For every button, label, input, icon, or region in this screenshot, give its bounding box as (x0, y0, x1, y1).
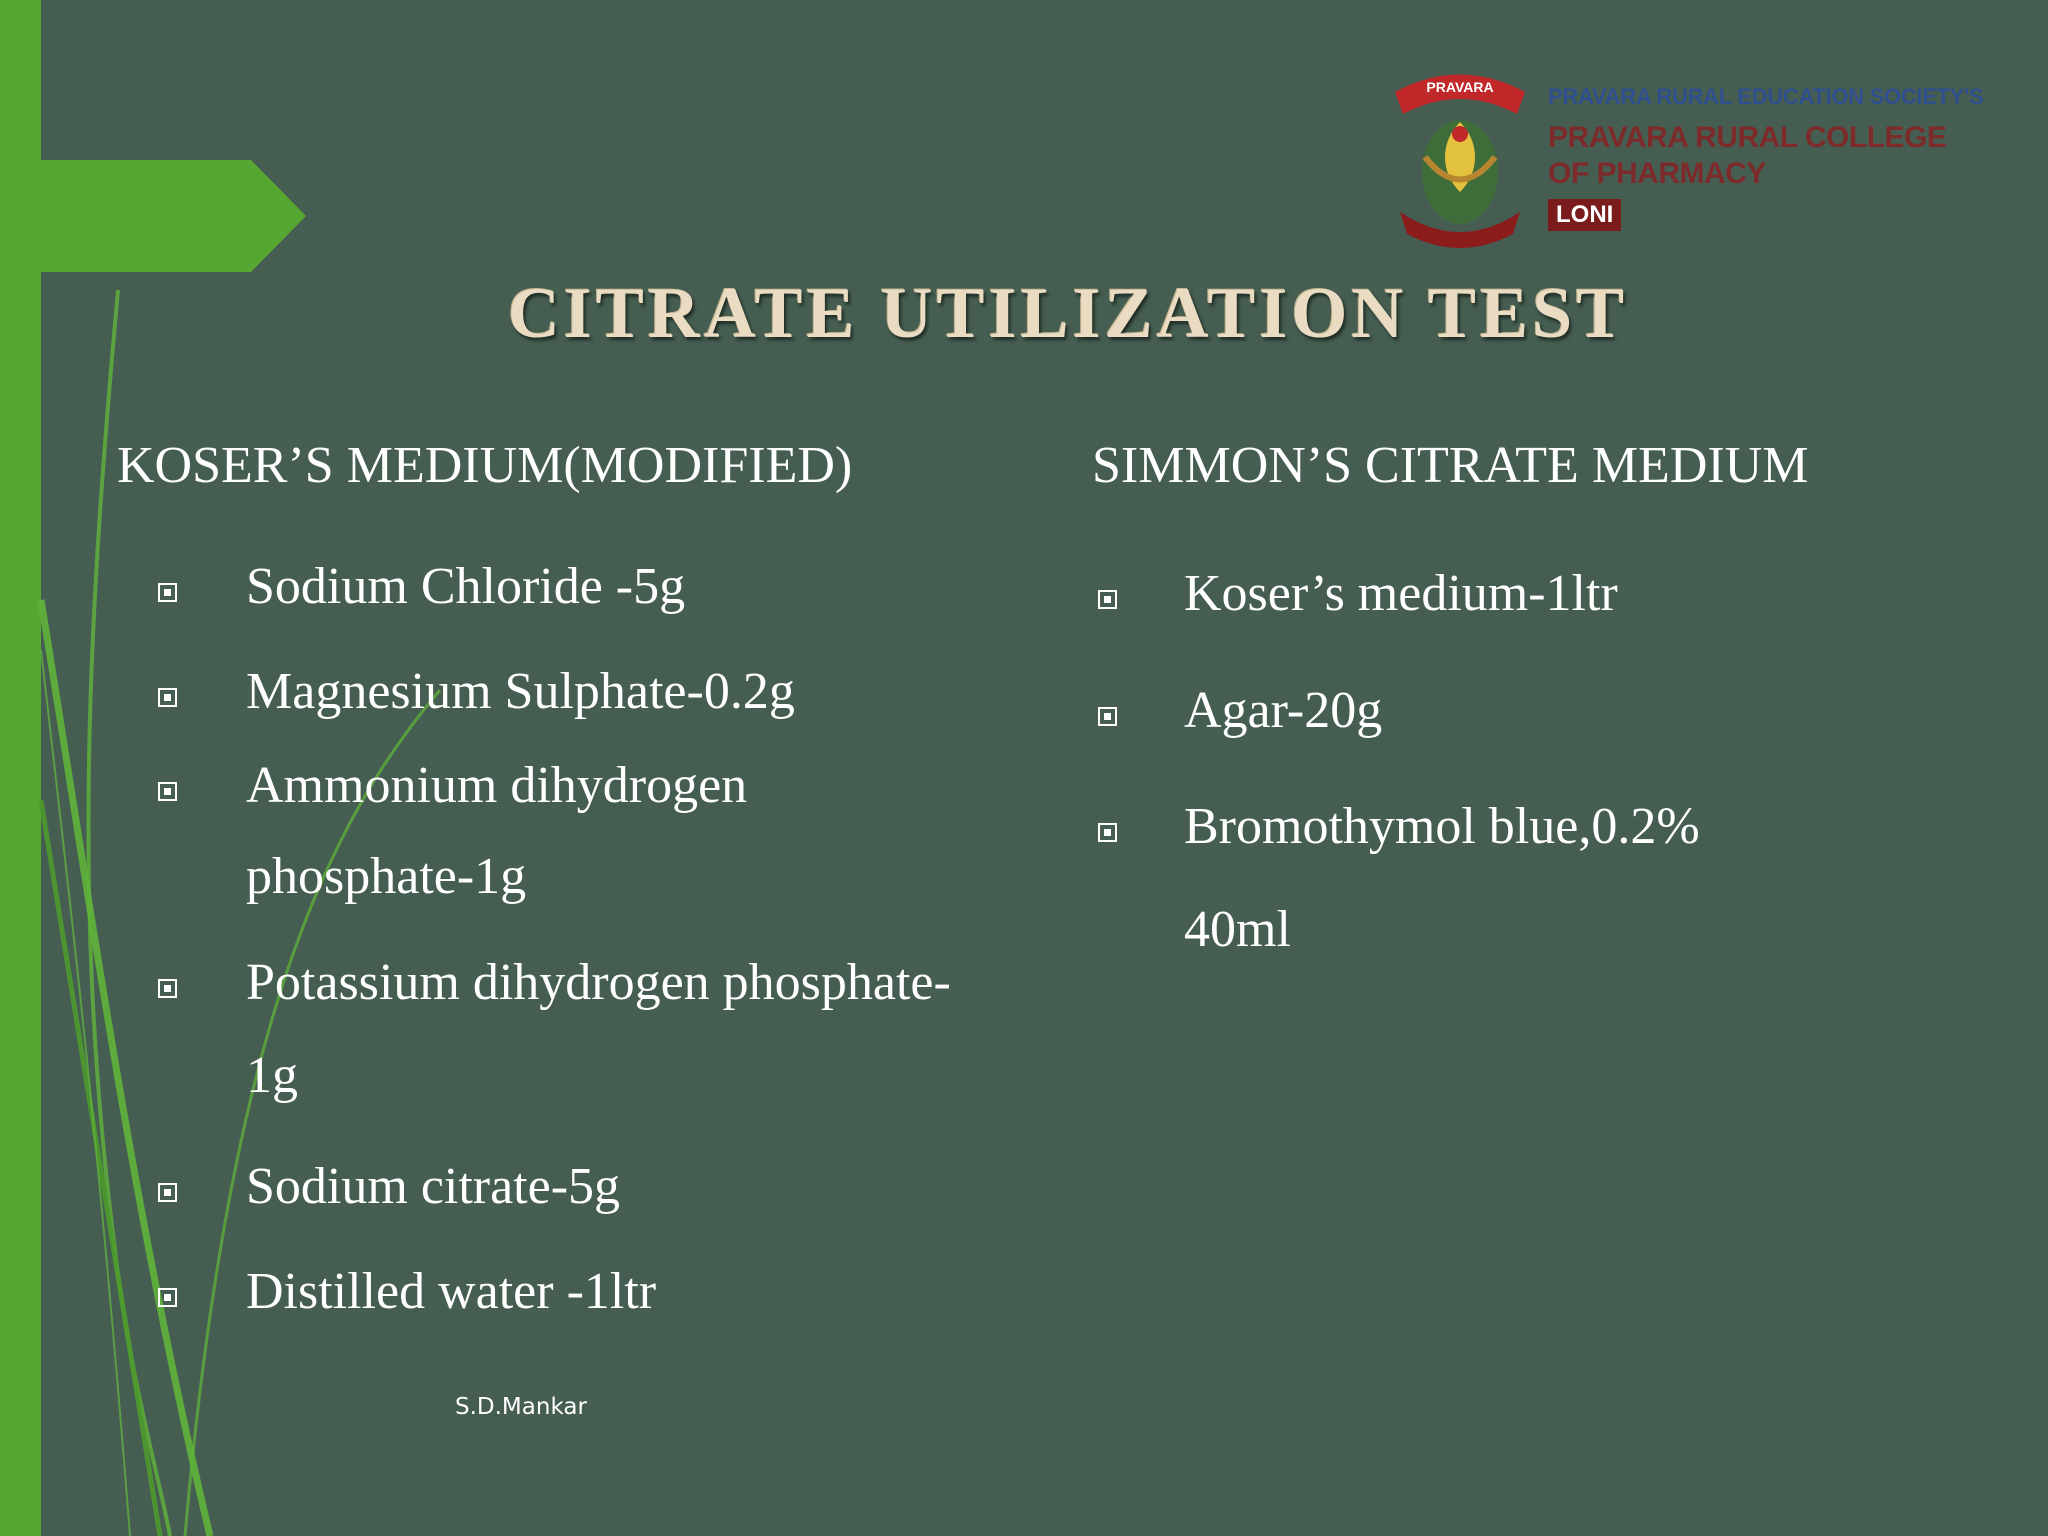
left-item-magnesium-sulphate: Magnesium Sulphate-0.2g (246, 663, 795, 720)
right-item-koser-medium: Koser’s medium-1ltr (1184, 565, 1618, 622)
left-item-ammonium-line1: Ammonium dihydrogen (246, 757, 748, 814)
koser-medium-heading: KOSER’S MEDIUM(MODIFIED) (117, 437, 853, 494)
left-item-distilled-water: Distilled water -1ltr (246, 1263, 657, 1320)
slide-title: CITRATE UTILIZATION TEST (507, 273, 1629, 353)
left-item-sodium-citrate: Sodium citrate-5g (246, 1158, 621, 1215)
svg-text:PRAVARA: PRAVARA (1426, 79, 1494, 95)
left-item-sodium-chloride: Sodium Chloride -5g (246, 558, 686, 615)
right-item-bromothymol-line2: 40ml (1184, 901, 1291, 958)
emblem-icon (1385, 62, 1535, 252)
bullet-icon (158, 979, 177, 998)
bullet-icon (158, 688, 177, 707)
left-item-potassium-line1: Potassium dihydrogen phosphate- (246, 954, 951, 1011)
simmons-medium-heading: SIMMON’S CITRATE MEDIUM (1092, 437, 1809, 494)
bullet-icon (158, 782, 177, 801)
bullet-icon (158, 1288, 177, 1307)
bullet-icon (158, 1183, 177, 1202)
right-item-agar: Agar-20g (1184, 682, 1383, 739)
bullet-icon (1098, 823, 1117, 842)
org-society-name: PRAVARA RURAL EDUCATION SOCIETY'S (1548, 84, 1984, 109)
left-accent-bar (0, 0, 41, 1536)
right-item-bromothymol-line1: Bromothymol blue,0.2% (1184, 798, 1700, 855)
bullet-icon (158, 583, 177, 602)
left-item-ammonium-line2: phosphate-1g (246, 848, 527, 905)
author-name: S.D.Mankar (455, 1394, 587, 1420)
org-location-badge: LONI (1548, 199, 1621, 231)
arrow-shape (41, 160, 306, 272)
bullet-icon (1098, 707, 1117, 726)
left-item-potassium-line2: 1g (246, 1047, 298, 1104)
bullet-icon (1098, 590, 1117, 609)
org-college-name-line2: OF PHARMACY (1548, 157, 1766, 190)
org-college-name-line1: PRAVARA RURAL COLLEGE (1548, 121, 1947, 154)
